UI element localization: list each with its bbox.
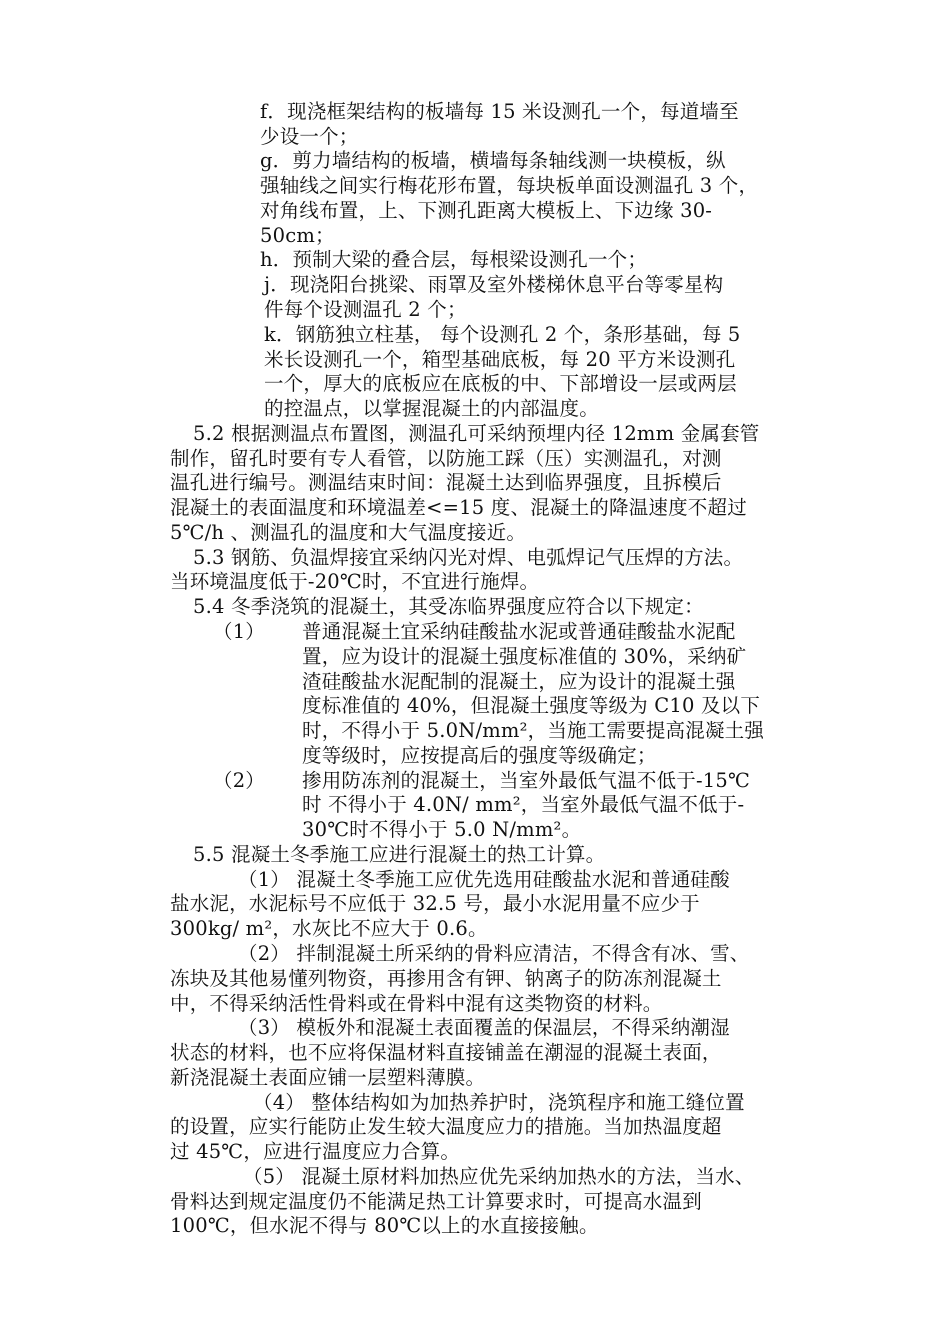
text-line: 过 45℃，应进行温度应力合算。	[170, 1140, 461, 1163]
text-line: 对角线布置，上、下测孔距离大模板上、下边缘 30-	[260, 199, 713, 222]
text-line: （5） 混凝土原材料加热应优先采纳加热水的方法，当水、	[243, 1165, 755, 1188]
text-line: 30℃时不得小于 5.0 N/mm²。	[302, 818, 582, 841]
text-line: 中，不得采纳活性骨料或在骨料中混有这类物资的材料。	[170, 992, 663, 1015]
text-line: 50cm；	[260, 224, 335, 247]
text-line: 一个，厚大的底板应在底板的中、下部增设一层或两层	[264, 372, 737, 395]
text-line: （4） 整体结构如为加热养护时，浇筑程序和施工缝位置	[253, 1091, 745, 1114]
text-line: 渣硅酸盐水泥配制的混凝土，应为设计的混凝土强	[302, 670, 736, 693]
text-line: 置，应为设计的混凝土强度标准值的 30%，采纳矿	[302, 645, 747, 668]
text-line: 米长设测孔一个，箱型基础底板，每 20 平方米设测孔	[264, 348, 736, 371]
text-line: 5.3 钢筋、负温焊接宜采纳闪光对焊、电弧焊记气压焊的方法。	[193, 546, 744, 569]
text-line: 的控温点，以掌握混凝土的内部温度。	[264, 397, 599, 420]
text-line: 5℃/h 、测温孔的温度和大气温度接近。	[170, 521, 527, 544]
text-line: j．现浇阳台挑梁、雨罩及室外楼梯休息平台等零星构	[264, 273, 724, 296]
text-line: 制作，留孔时要有专人看管，以防施工踩（压）实测温孔，对测	[170, 447, 722, 470]
text-line: f．现浇框架结构的板墙每 15 米设测孔一个，每道墙至	[260, 100, 739, 123]
text-line: 100℃，但水泥不得与 80℃以上的水直接接触。	[170, 1214, 599, 1237]
text-line: 度等级时，应按提高后的强度等级确定；	[302, 744, 657, 767]
text-line: 当环境温度低于-20℃时，不宜进行施焊。	[170, 570, 540, 593]
text-line: 骨料达到规定温度仍不能满足热工计算要求时，可提高水温到	[170, 1190, 702, 1213]
text-line: h．预制大梁的叠合层，每根梁设测孔一个；	[260, 248, 648, 271]
text-line: k．钢筋独立柱基， 每个设测孔 2 个，条形基础，每 5	[264, 323, 741, 346]
text-line: 300kg/ m²，水灰比不应大于 0.6。	[170, 917, 488, 940]
text-line: 件每个设测温孔 2 个；	[264, 298, 467, 321]
text-line: 状态的材料，也不应将保温材料直接铺盖在潮湿的混凝土表面，	[170, 1041, 722, 1064]
text-line: 时，不得小于 5.0N/mm²，当施工需要提高混凝土强	[302, 719, 765, 742]
list-marker: （2）	[213, 769, 266, 792]
text-line: （3） 模板外和混凝土表面覆盖的保温层，不得采纳潮湿	[238, 1016, 730, 1039]
text-line: 5.5 混凝土冬季施工应进行混凝土的热工计算。	[193, 843, 606, 866]
text-line: 的设置，应实行能防止发生较大温度应力的措施。当加热温度超	[170, 1115, 722, 1138]
text-line: 掺用防冻剂的混凝土，当室外最低气温不低于-15℃	[302, 769, 751, 792]
text-line: 混凝土的表面温度和环境温差<=15 度、混凝土的降温速度不超过	[170, 496, 747, 519]
text-line: 度标准值的 40%，但混凝土强度等级为 C10 及以下	[302, 694, 761, 717]
text-line: 盐水泥，水泥标号不应低于 32.5 号，最小水泥用量不应少于	[170, 892, 700, 915]
text-line: 普通混凝土宜采纳硅酸盐水泥或普通硅酸盐水泥配	[302, 620, 736, 643]
text-line: 温孔进行编号。测温结束时间：混凝土达到临界强度，且拆模后	[170, 471, 722, 494]
text-line: 强轴线之间实行梅花形布置，每块板单面设测温孔 3 个，	[260, 174, 759, 197]
text-line: 5.2 根据测温点布置图，测温孔可采纳预埋内径 12mm 金属套管	[193, 422, 760, 445]
text-line: 新浇混凝土表面应铺一层塑料薄膜。	[170, 1066, 486, 1089]
text-line: （1） 混凝土冬季施工应优先选用硅酸盐水泥和普通硅酸	[238, 868, 730, 891]
text-line: 时 不得小于 4.0N/ mm²，当室外最低气温不低于-	[302, 793, 745, 816]
text-line: g．剪力墙结构的板墙，横墙每条轴线测一块模板，纵	[260, 149, 726, 172]
text-line: 5.4 冬季浇筑的混凝土，其受冻临界强度应符合以下规定：	[193, 595, 704, 618]
text-line: 少设一个；	[260, 125, 359, 148]
list-marker: （1）	[213, 620, 266, 643]
text-line: 冻块及其他易懂列物资，再掺用含有钾、钠离子的防冻剂混凝土	[170, 967, 722, 990]
text-line: （2） 拌制混凝土所采纳的骨料应清洁，不得含有冰、雪、	[238, 942, 750, 965]
